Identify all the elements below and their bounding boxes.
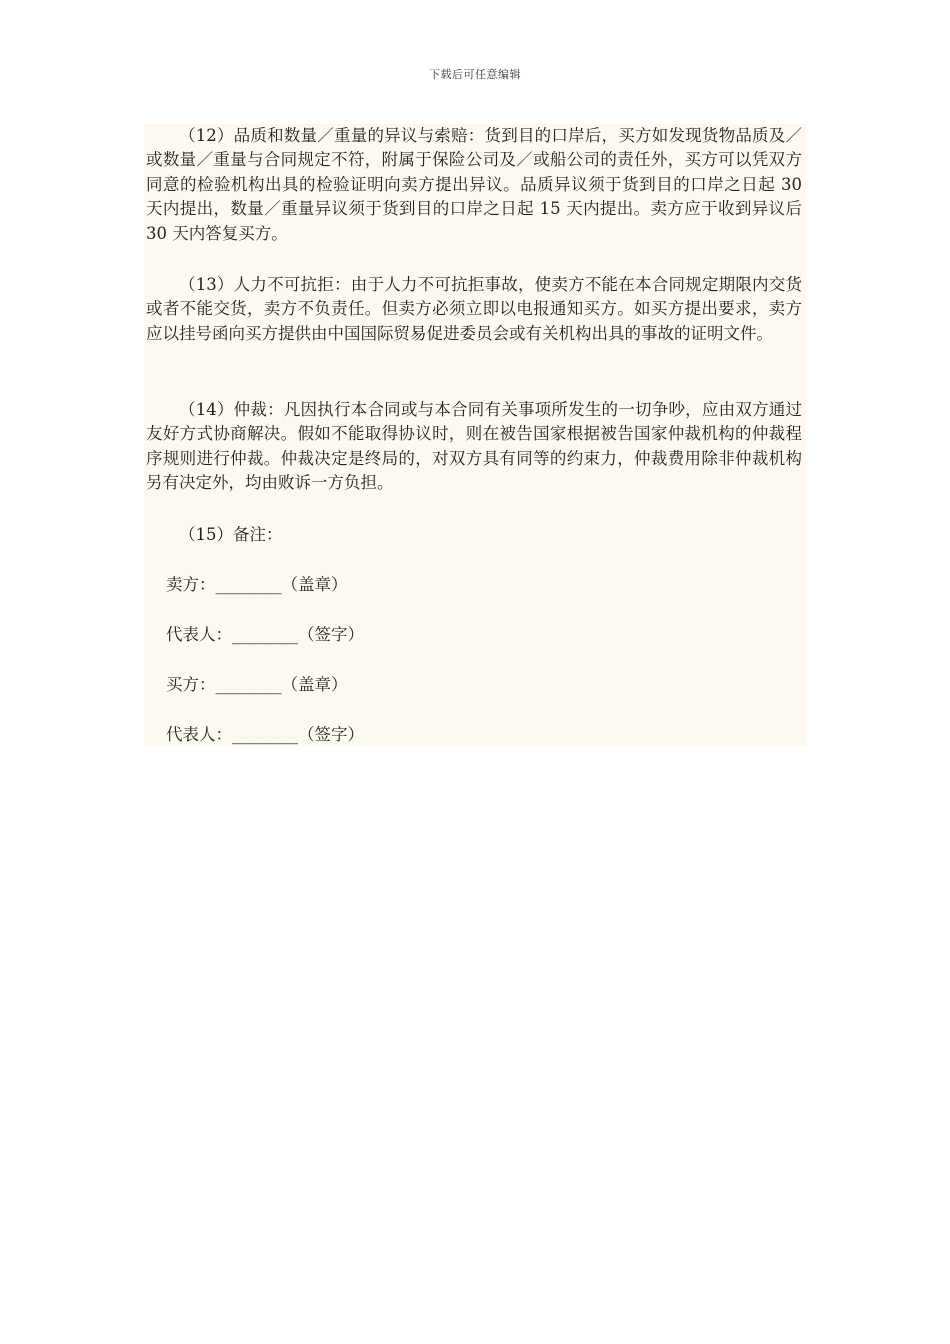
seller-signature-line: 卖方：________（盖章） — [166, 575, 348, 594]
contract-content — [144, 124, 806, 746]
page-header: 下载后可任意编辑 — [429, 68, 521, 81]
clause-15-remarks: （15）备注： — [179, 525, 283, 544]
buyer-signature-line: 买方：________（盖章） — [166, 675, 348, 694]
clause-13-force-majeure: （13）人力不可抗拒：由于人力不可抗拒事故，使卖方不能在本合同规定期限内交货或者不能交货，卖方不负责任。但卖方必须立即以电报通知买方。如买方提出要求，卖方应以挂号函向买方提供由中国国际贸易促进委员会或有关机构出具的事故的证明文件。 — [146, 275, 802, 343]
seller-representative-line: 代表人：________（签字） — [166, 625, 364, 644]
clause-12-quality-claims: （12）品质和数量／重量的异议与索赔：货到目的口岸后，买方如发现货物品质及／或数量／重量与合同规定不符，附属于保险公司及／或船公司的责任外，买方可以凭双方同意的检验机构出具的检验证明向卖方提出异议。品质异议须于货到目的口岸之日起 30 天内提出，数量／重量异议须于货到目的口岸之日起 15 天内提出。卖方应于收到异议后 30 天内答复买方。 — [146, 126, 802, 243]
buyer-representative-line: 代表人：________（签字） — [166, 725, 364, 744]
clause-14-arbitration: （14）仲裁：凡因执行本合同或与本合同有关事项所发生的一切争吵，应由双方通过友好方式协商解决。假如不能取得协议时，则在被告国家根据被告国家仲裁机构的仲裁程序规则进行仲裁。仲裁决定是终局的，对双方具有同等的约束力，仲裁费用除非仲裁机构另有决定外，均由败诉一方负担。 — [146, 400, 802, 493]
